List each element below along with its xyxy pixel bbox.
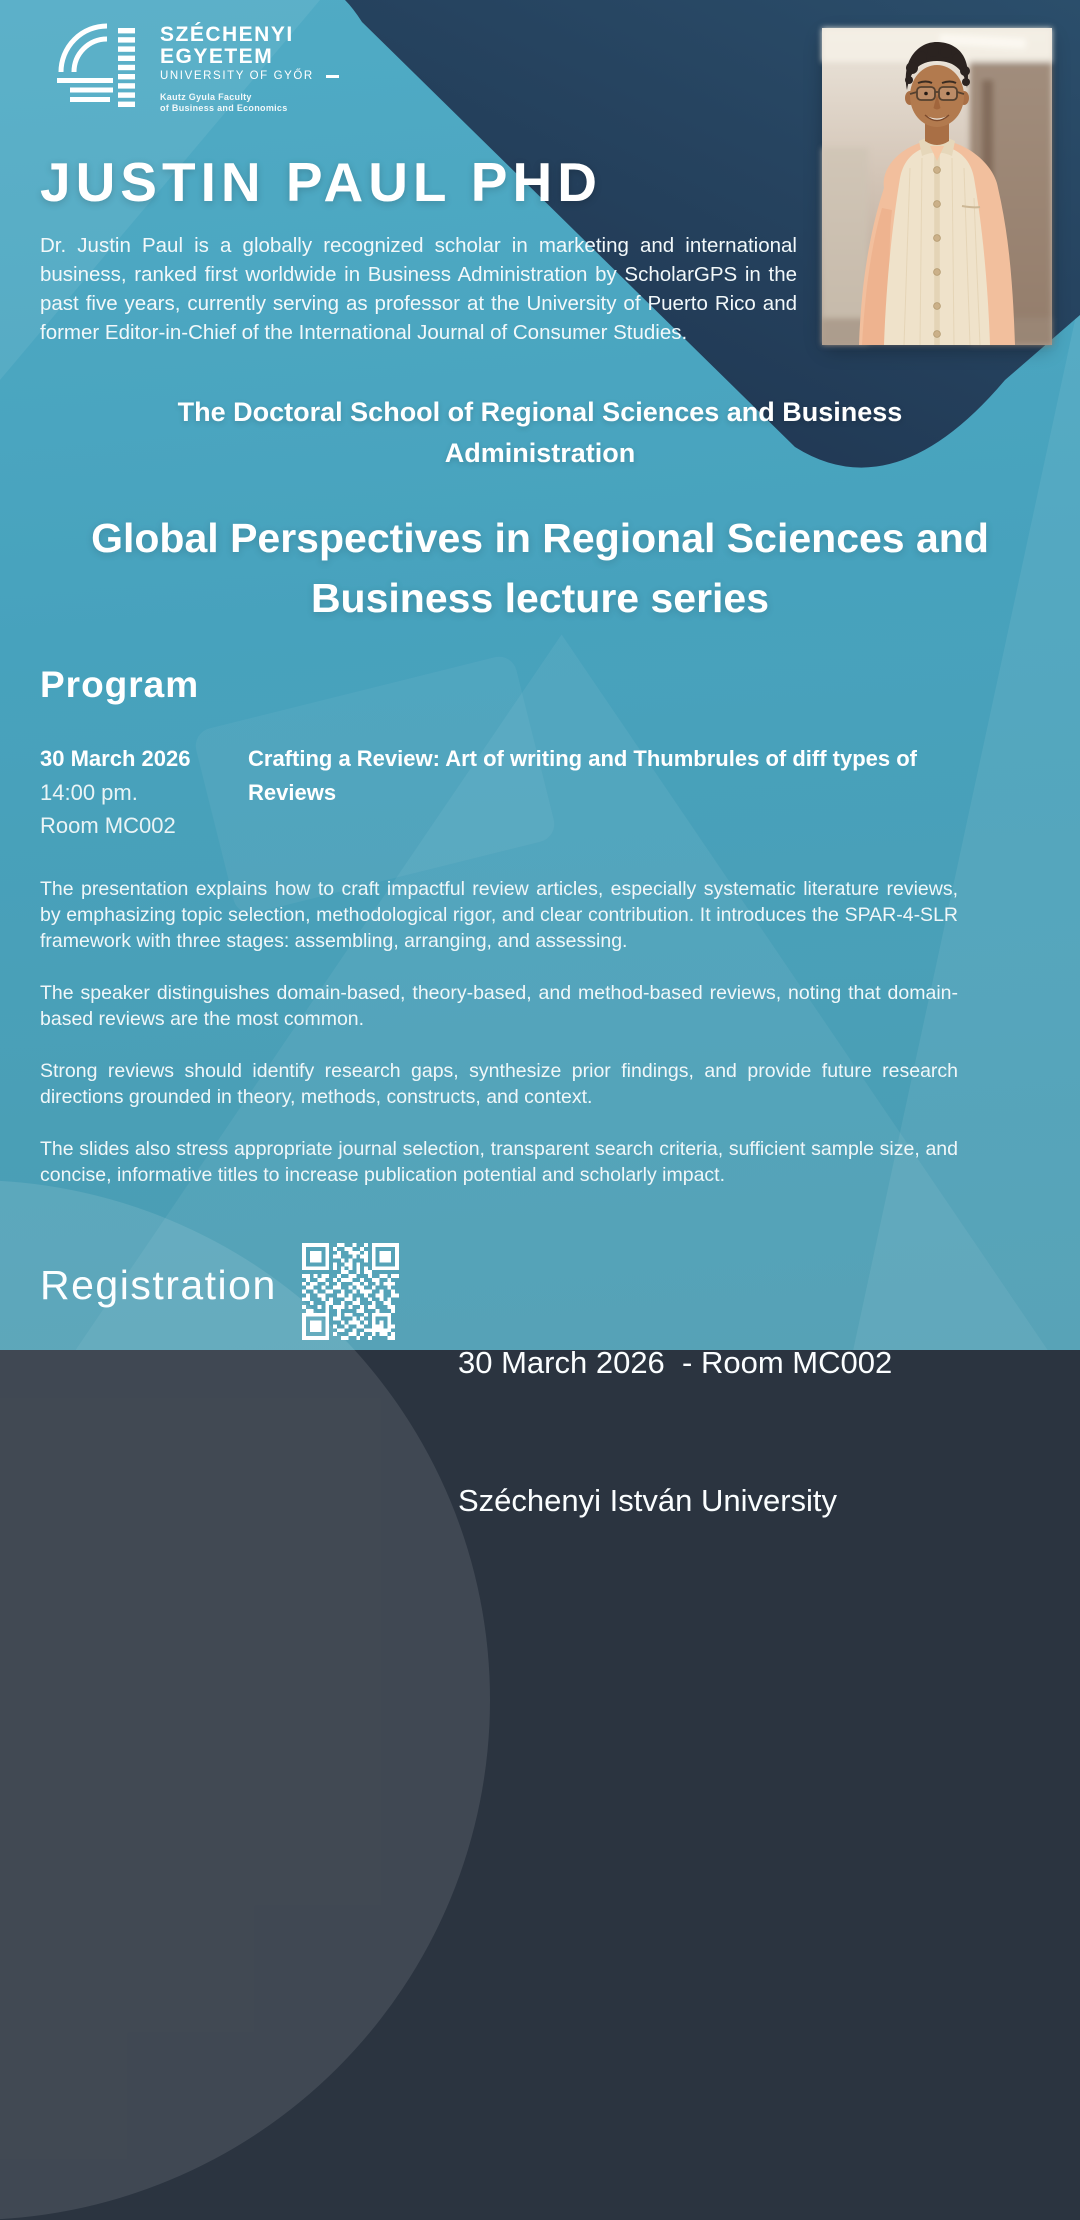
abstract-section (40, 876, 958, 1214)
abstract-paragraph: Strong reviews should identify research gaps, synthesize prior findings, and provide future research directions grounded in theory, methods, constructs, and context. (40, 1060, 958, 1108)
program-heading: Program (40, 664, 200, 705)
speaker-bio: Dr. Justin Paul is a globally recognized scholar in marketing and international business, ranked first worldwide in Business Administration by ScholarGPS in the past five years, currently serving as professor at the University of Puerto Rico and former Editor-in-Chief of the International Journal of Consumer Studies. (40, 234, 797, 344)
program-date: 30 March 2026 (40, 746, 191, 771)
registration-label: Registration (40, 1262, 277, 1308)
logo-university-of-gyor: UNIVERSITY OF GYŐR (160, 70, 314, 82)
logo-name-line1: SZÉCHENYI (160, 23, 294, 46)
speaker-photo (822, 28, 1052, 345)
speaker-name: JUSTIN PAUL PHD (40, 151, 602, 213)
logo-name-line2: EGYETEM (160, 45, 274, 68)
qr-code[interactable] (302, 1243, 399, 1340)
program-room: Room MC002 (40, 813, 176, 838)
school-heading: The Doctoral School of Regional Sciences and Business Administration (177, 397, 903, 468)
logo-faculty-line2: of Business and Economics (160, 103, 288, 113)
series-title: Global Perspectives in Regional Sciences and Business lecture series (91, 515, 989, 621)
abstract-paragraph: The slides also stress appropriate journal selection, transparent search criteria, sufficient sample size, and concise, informative titles to increase publication potential and scholarly impact. (40, 1138, 958, 1186)
program-row (40, 742, 972, 843)
event-details (458, 1248, 892, 1616)
abstract-paragraph: The speaker distinguishes domain-based, theory-based, and method-based reviews, noting that domain-based reviews are the most common. (40, 982, 958, 1030)
logo-faculty-line1: Kautz Gyula Faculty (160, 91, 252, 102)
program-time: 14:00 pm. (40, 779, 138, 805)
logo-dash (326, 75, 339, 78)
abstract-paragraph: The presentation explains how to craft impactful review articles, especially systematic literature reviews, by emphasizing topic selection, methodological rigor, and clear contribution. It introduces the SPAR-4-SLR framework with three stages: assembling, arranging, and assessing. (40, 878, 958, 952)
university-bridge-logo-icon (55, 18, 147, 114)
university-logo (55, 18, 339, 115)
talk-title: Crafting a Review: Art of writing and Thumbrules of diff types of Reviews (248, 746, 917, 805)
program-when (40, 742, 248, 843)
event-date-room: 30 March 2026 - Room MC002 (458, 1345, 893, 1380)
university-name: Széchenyi István University (458, 1483, 838, 1518)
